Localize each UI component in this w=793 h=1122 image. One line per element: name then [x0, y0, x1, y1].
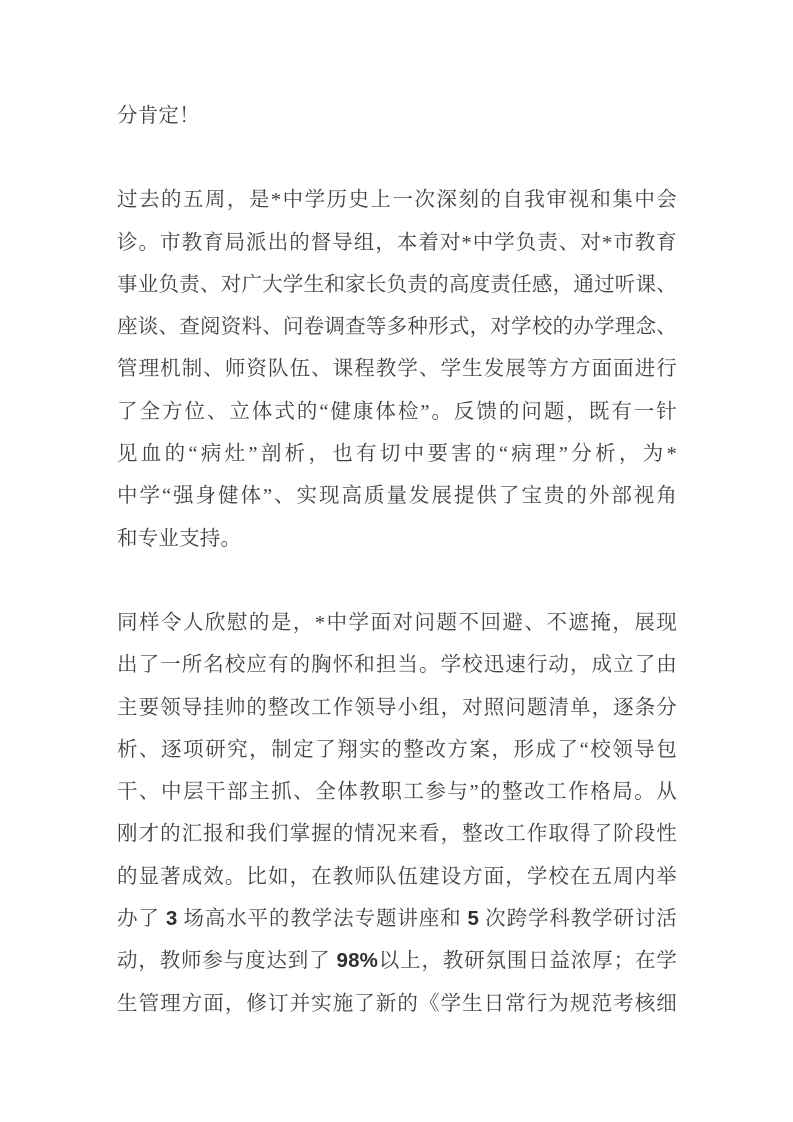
western-numeral: 3: [165, 907, 178, 931]
text-line: 诊。市教育局派出的督导组，本着对*中学负责、对*市教育: [117, 231, 677, 254]
text-line: 同样令人欣慰的是，*中学面对问题不回避、不遮掩，展现: [117, 611, 677, 634]
text-line: 中学“强身健体”、实现高质量发展提供了宝贵的外部视角: [117, 485, 677, 508]
text-line: 过去的五周，是*中学历史上一次深刻的自我审视和集中会: [117, 189, 677, 212]
text-line: 干、中层干部主抓、全体教职工参与”的整改工作格局。从: [117, 781, 677, 804]
text-line: 管理机制、师资队伍、课程教学、学生发展等方方面面进行: [117, 358, 677, 381]
text-line: 动，教师参与度达到了 98%以上，教研氛围日益浓厚；在学: [117, 949, 677, 973]
text-line: 主要领导挂帅的整改工作领导小组，对照问题清单，逐条分: [117, 696, 677, 719]
text-line: 和专业支持。: [117, 527, 242, 550]
text-line: 生管理方面，修订并实施了新的《学生日常行为规范考核细: [117, 992, 677, 1015]
paragraph-review-summary: [117, 179, 677, 560]
western-numeral: 5: [467, 907, 480, 931]
paragraph-continuation: [117, 95, 677, 137]
text-line: 分肯定！: [117, 105, 200, 127]
text-line: 见血的“病灶”剖析，也有切中要害的“病理”分析，为*: [117, 443, 677, 466]
text-line: 的显著成效。比如，在教师队伍建设方面，学校在五周内举: [117, 865, 677, 888]
text-line: 事业负责、对广大学生和家长负责的高度责任感，通过听课、: [117, 273, 677, 296]
text-line: 刚才的汇报和我们掌握的情况来看，整改工作取得了阶段性: [117, 823, 677, 846]
text-line: 办了 3 场高水平的教学法专题讲座和 5 次跨学科教学研讨活: [117, 907, 678, 931]
paragraph-rectification-progress: [117, 602, 677, 1025]
text-line: 出了一所名校应有的胸怀和担当。学校迅速行动，成立了由: [117, 654, 677, 677]
text-line: 了全方位、立体式的“健康体检”。反馈的问题，既有一针: [117, 400, 677, 423]
text-line: 析、逐项研究，制定了翔实的整改方案，形成了“校领导包: [117, 738, 677, 761]
text-line: 座谈、查阅资料、问卷调查等多种形式，对学校的办学理念、: [117, 316, 677, 339]
western-numeral: 98%: [336, 949, 379, 973]
